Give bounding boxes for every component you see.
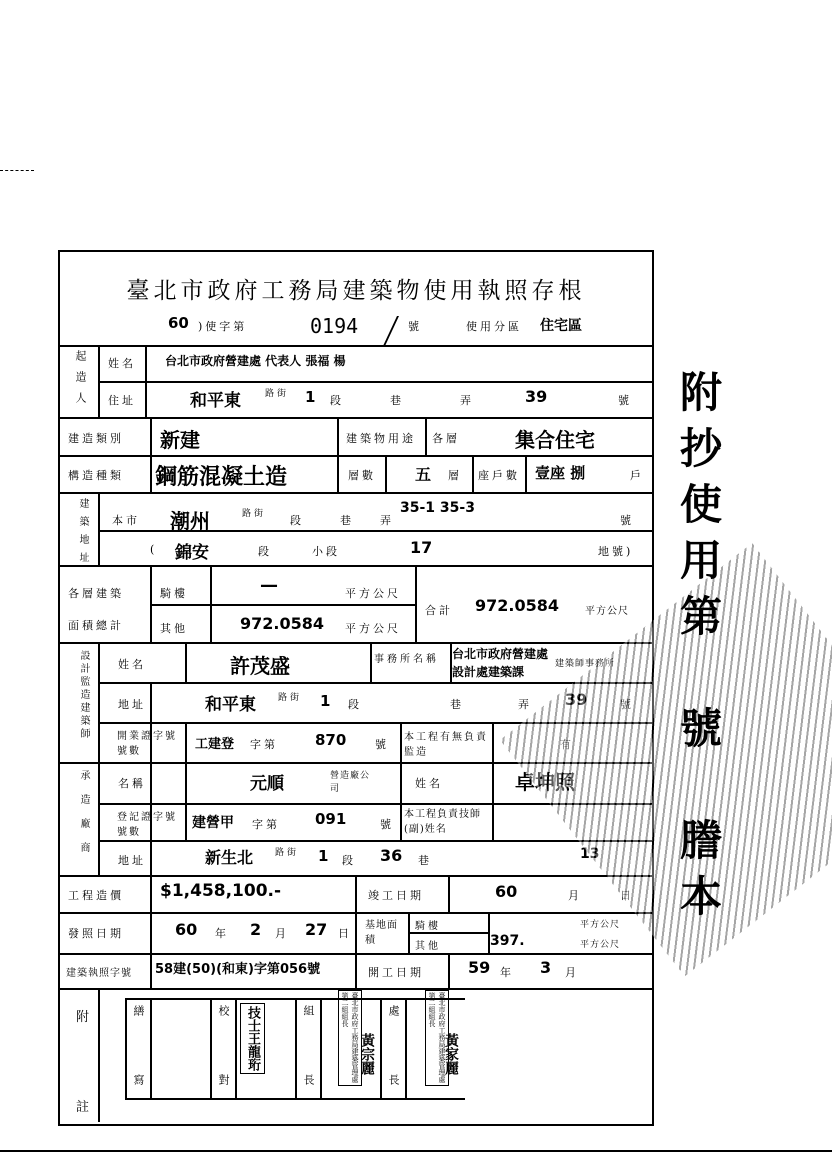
architect-address-road: 和平東: [205, 695, 256, 715]
col-line: [472, 455, 474, 492]
applicant-alley-unit: 弄: [460, 394, 474, 407]
total-area-label: 合計: [425, 604, 453, 617]
completion-day-unit: 日: [620, 889, 634, 902]
issue-day-unit: 日: [338, 927, 352, 940]
issue-day: 27: [305, 920, 328, 939]
start-month-unit: 月: [565, 966, 579, 979]
start-label: 開工日期: [368, 966, 424, 979]
issue-unit-1: 平方公尺: [580, 920, 621, 930]
units-unit: 戶: [630, 469, 644, 482]
row-line: [98, 381, 652, 383]
architect-office-value-3: 建築師事務所: [555, 659, 616, 669]
leader-stamp-title: 臺北市政府工務局建築管理處第二組組長: [338, 990, 362, 1086]
site-land-prefix: (: [150, 543, 158, 556]
col-line: [400, 762, 402, 840]
issue-unit-2: 平方公尺: [580, 940, 621, 950]
chief-stamp-name: 黃家麗: [443, 1033, 459, 1075]
architect-resp-value: 有: [560, 738, 574, 751]
architect-office-label: 事務所名稱: [374, 654, 439, 665]
applicant-lane-unit: 巷: [390, 394, 404, 407]
zone-value: 住宅區: [540, 318, 582, 334]
architect-license-number: 870: [315, 731, 347, 749]
notes-label-1: 附: [76, 1010, 93, 1025]
applicant-name-value: 台北市政府營建處 代表人 張福 楊: [165, 354, 346, 368]
col-line: [210, 998, 212, 1098]
col-line: [405, 998, 407, 1098]
col-line: [492, 762, 494, 840]
col-line: [150, 565, 152, 642]
col-line: [370, 642, 372, 682]
building-type-value: 新建: [160, 428, 200, 452]
col-line: [492, 722, 494, 762]
architect-office-value-2: 設計處建築課: [452, 665, 525, 679]
col-line: [185, 722, 187, 840]
col-line: [448, 953, 450, 988]
architect-name-value: 許茂盛: [230, 654, 290, 678]
contractor-address-road: 新生北: [205, 848, 254, 867]
leader-stamp-name: 黃宗麗: [359, 1033, 375, 1075]
contractor-name-label: 名稱: [118, 777, 146, 790]
contractor-reg-word: 字第: [252, 818, 280, 831]
permit-number-suffix: 號: [408, 320, 422, 333]
issue-month-unit: 月: [275, 927, 289, 940]
applicant-section-label: 起造人: [74, 350, 87, 413]
row-line: [58, 417, 652, 419]
col-line: [425, 417, 427, 455]
completion-month-unit: 月: [568, 889, 582, 902]
floors-unit: 層: [448, 469, 462, 482]
contractor-address-section: 1: [318, 847, 329, 865]
site-address-label: 建築地址: [77, 498, 88, 570]
row-line: [125, 998, 465, 1000]
chief-stamp-title: 臺北市政府工務局建築管理處第二組組長: [425, 990, 449, 1086]
building-use-value: 集合住宅: [515, 428, 595, 452]
row-line: [408, 932, 488, 934]
row-line: [58, 345, 652, 347]
site-land-section-unit: 段: [258, 545, 272, 558]
architect-number-unit: 號: [620, 698, 634, 711]
architect-lane-unit: 巷: [450, 698, 464, 711]
other-area-value: 972.0584: [240, 614, 325, 633]
col-line: [415, 565, 417, 642]
license-label: 建築執照字號: [66, 968, 132, 979]
col-line: [150, 998, 152, 1098]
architect-license-number-unit: 號: [375, 738, 389, 751]
architect-name-label: 姓名: [118, 658, 146, 671]
site-number-unit: 號: [620, 514, 634, 527]
units-value: 壹座 捌: [535, 464, 586, 482]
architect-license-label: 開業證字號號數: [117, 731, 177, 757]
right-margin-text: 附抄使用第 號 謄本: [674, 370, 723, 930]
cost-value: $1,458,100.-: [160, 881, 282, 901]
start-year-unit: 年: [500, 966, 514, 979]
col-line: [150, 875, 152, 988]
site-land-sub-unit: 小段: [312, 545, 340, 558]
col-line: [385, 455, 387, 492]
contractor-tech-label: 本工程負責技師(副)姓名: [404, 809, 481, 835]
issue-year-unit: 年: [215, 927, 229, 940]
contractor-road-unit: 路街: [275, 848, 300, 858]
floor-area-label-2: 面積總計: [68, 619, 124, 632]
site-land-section: 錦安: [175, 543, 209, 563]
other-area-unit: 平方公尺: [345, 622, 401, 635]
issue-other-value: 397.: [490, 933, 525, 949]
issue-year: 60: [175, 920, 198, 939]
architect-alley-unit: 弄: [518, 698, 532, 711]
row-line: [58, 492, 652, 494]
col-line: [150, 417, 152, 492]
architect-road-unit: 路街: [278, 693, 303, 703]
contractor-address-tail: 13: [580, 846, 600, 862]
architect-license-word: 字第: [250, 738, 278, 751]
col-line: [145, 345, 147, 417]
leader-column-label: 組長: [302, 1005, 315, 1143]
contractor-person-value: 卓坤照: [515, 770, 575, 794]
col-line: [98, 988, 100, 1122]
col-line: [98, 492, 100, 565]
architect-address-label: 地址: [118, 698, 146, 711]
col-line: [98, 642, 100, 875]
col-line: [525, 455, 527, 492]
col-line: [210, 565, 212, 642]
check-column-label: 校對: [217, 1005, 230, 1143]
row-line: [58, 642, 652, 644]
contractor-number-unit: 巷: [418, 854, 432, 867]
architect-resp-label: 本工程有無負責監造: [404, 732, 488, 758]
row-line: [98, 840, 652, 842]
notes-label-2: 註: [76, 1100, 93, 1115]
technician-stamp: 技士王龍珩: [240, 1003, 265, 1074]
row-line: [98, 682, 652, 684]
building-type-label: 建造類別: [68, 432, 124, 445]
chief-column-label: 處長: [387, 1005, 400, 1143]
zone-label: 使用分區: [466, 320, 522, 333]
contractor-name-suffix: 營造廠公司: [330, 771, 371, 794]
start-year: 59: [468, 958, 491, 977]
completion-value: 60: [495, 882, 518, 901]
architect-address-number: 39: [565, 690, 588, 709]
write-column-label: 繕寫: [132, 1005, 145, 1143]
scan-edge-mark: [0, 170, 34, 172]
site-road: 潮州: [170, 509, 210, 533]
contractor-reg-number: 091: [315, 810, 347, 828]
issue-building-label: 騎樓: [415, 921, 441, 932]
issue-month: 2: [250, 920, 262, 939]
col-line: [408, 912, 410, 953]
floors-label: 層數: [348, 469, 376, 482]
row-line: [58, 455, 652, 457]
col-line: [355, 875, 357, 988]
scan-edge-mark: [0, 1150, 832, 1152]
site-lane-unit: 巷: [340, 514, 354, 527]
contractor-section-unit: 段: [342, 854, 356, 867]
contractor-address-number: 36: [380, 846, 403, 865]
stair-label: 騎樓: [160, 587, 188, 600]
row-line: [125, 1098, 465, 1100]
col-line: [448, 875, 450, 912]
completion-label: 竣工日期: [368, 889, 424, 902]
units-label: 座戶數: [478, 469, 520, 482]
total-area-value: 972.0584: [475, 596, 560, 615]
col-line: [320, 998, 322, 1098]
row-line: [150, 604, 415, 606]
contractor-name-value: 元順: [250, 774, 284, 794]
architect-section-label: 設計監造建築師: [78, 650, 89, 741]
col-line: [125, 998, 127, 1098]
site-land-suffix: 地號): [598, 545, 634, 558]
structure-value: 鋼筋混凝土造: [155, 465, 288, 490]
applicant-name-label: 姓名: [108, 357, 136, 370]
col-line: [235, 998, 237, 1098]
floor-area-label-1: 各層建築: [68, 587, 124, 600]
site-numbers: 35-1 35-3: [400, 500, 475, 516]
cost-label: 工程造價: [68, 889, 124, 902]
permit-number: 0194: [310, 314, 359, 338]
contractor-reg-number-unit: 號: [380, 818, 394, 831]
issue-other-label: 其他: [415, 941, 441, 952]
site-city-label: 本市: [112, 514, 140, 527]
building-use-label: 建築物用途: [346, 432, 416, 445]
applicant-section-unit: 段: [330, 394, 344, 407]
applicant-address-section: 1: [305, 388, 316, 406]
applicant-road-unit: 路街: [265, 389, 290, 399]
col-line: [150, 682, 152, 875]
stair-unit: 平方公尺: [345, 587, 401, 600]
document-title: 臺北市政府工務局建築物使用執照存根: [126, 278, 586, 304]
site-section-unit: 段: [290, 514, 304, 527]
site-land-number: 17: [410, 538, 433, 557]
stair-value: —: [260, 575, 278, 596]
col-line: [380, 998, 382, 1098]
col-line: [295, 998, 297, 1098]
contractor-reg-value: 建營甲: [192, 815, 234, 831]
site-alley-unit: 弄: [380, 514, 394, 527]
col-line: [400, 722, 402, 762]
license-value: 58建(50)(和東)字第056號: [155, 962, 321, 977]
applicant-address-label: 住址: [108, 394, 136, 407]
architect-section-unit: 段: [348, 698, 362, 711]
architect-address-section: 1: [320, 692, 331, 710]
issue-label: 發照日期: [68, 927, 124, 940]
structure-label: 構造種類: [68, 469, 124, 482]
total-area-unit: 平方公尺: [585, 606, 629, 617]
col-line: [98, 345, 100, 417]
applicant-number-unit: 號: [618, 394, 632, 407]
architect-office-value-1: 台北市政府營建處: [452, 647, 549, 661]
col-line: [337, 417, 339, 492]
permit-prefix: )使字第: [198, 320, 248, 333]
applicant-address-number: 39: [525, 387, 548, 406]
site-area-label: 基地面積: [365, 920, 398, 946]
col-line: [185, 642, 187, 682]
contractor-reg-label: 登記證字號號數: [117, 812, 177, 838]
contractor-section-label: 承造廠商: [78, 770, 89, 866]
contractor-person-label: 姓名: [415, 777, 443, 790]
architect-license-value: 工建登: [195, 737, 235, 752]
applicant-address-road: 和平東: [190, 391, 241, 411]
contractor-address-label: 地址: [118, 854, 146, 867]
building-use-note: 各層: [432, 432, 460, 445]
other-area-label: 其他: [160, 622, 188, 635]
permit-year: 60: [168, 314, 189, 332]
floors-value: 五: [415, 465, 432, 484]
row-line: [58, 565, 652, 567]
start-month: 3: [540, 958, 552, 977]
site-road-unit: 路街: [242, 509, 267, 519]
